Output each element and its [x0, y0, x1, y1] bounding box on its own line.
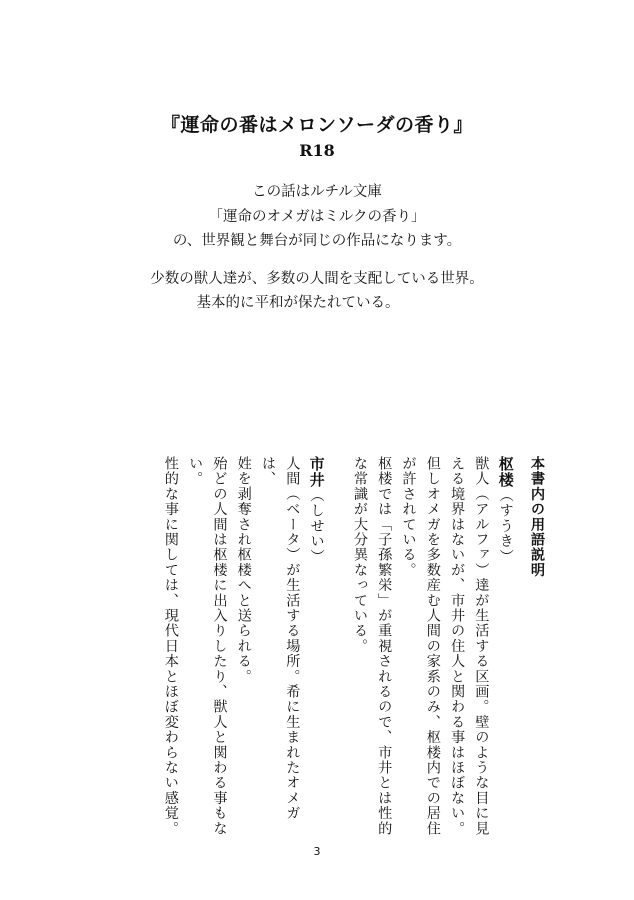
glossary-line: 殆どの人間は枢楼に出入りしたり、獣人と関わる事もな	[211, 456, 228, 836]
glossary-line: な常識が大分異なっている。	[351, 456, 368, 654]
intro-line: 「運命のオメガはミルクの香り」	[208, 209, 426, 225]
glossary-line: える境界はないが、市井の住人と関わる事はほぼない。	[449, 456, 466, 836]
glossary-line: 姓を剥奪され枢楼へと送られる。	[235, 456, 252, 684]
rating-label: R18	[299, 141, 335, 160]
glossary-term: 市井	[307, 456, 326, 488]
intro-line: この話はルチル文庫	[252, 184, 382, 200]
intro-line: の、世界観と舞台が同じの作品になります。	[172, 233, 462, 249]
glossary-line: 枢楼では「子孫繁栄」が重視されるので、市井とは性的	[376, 456, 393, 836]
glossary-heading: 本書内の用語説明	[529, 456, 545, 578]
setting-line: 基本的に平和が保たれている。	[196, 295, 400, 311]
glossary-line: い。	[187, 456, 204, 487]
glossary-term: 枢楼	[496, 456, 515, 488]
glossary-reading: （すうき）	[497, 488, 514, 564]
glossary-line: が許されている。	[400, 456, 417, 578]
glossary-section	[159, 456, 549, 848]
glossary-line: 獣人（アルファ）達が生活する区画。壁のような目に見	[473, 456, 490, 836]
glossary-term-line	[493, 456, 517, 848]
page-number: 3	[313, 845, 321, 858]
book-title: 『運命の番はメロンソーダの香り』	[160, 114, 473, 136]
glossary-line: 人間（ベータ）が生活する場所。希に生まれたオメガは、	[260, 456, 301, 821]
glossary-line: 性的な事に関しては、現代日本とほぼ変わらない感覚。	[162, 456, 179, 836]
glossary-line: 但しオメガを多数産む人間の家系のみ、枢楼内での居住	[424, 456, 441, 836]
glossary-reading: （しせい）	[308, 488, 325, 564]
setting-line: 少数の獣人達が、多数の人間を支配している世界。	[150, 271, 484, 287]
glossary-term-line	[304, 456, 328, 848]
